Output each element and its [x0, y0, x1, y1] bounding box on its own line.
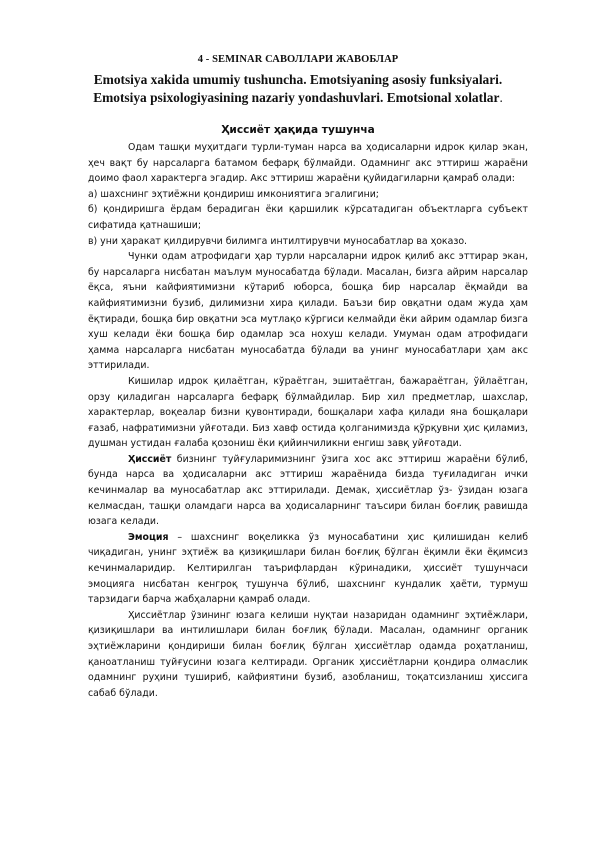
title-line-2: Emotsiya psixologiyasining nazariy yondashuvlari. Emotsional xolatlar.	[93, 90, 503, 105]
term-hissiyot: Ҳиссиёт	[128, 453, 172, 465]
paragraph-3: Кишилар идрок қилаётган, кўраётган, эшитаётган, бажараётган, ўйлаётган, орзу қиладиган нарсаларга бефарқ бўлмайдилар. Бир хил предметлар, шахслар, характерлар, воқеалар бизни қувонтиради, бошқалари хафа қилади яна бошқалари ғазаб, нафратимизни уйғотади. Биз хавф остида қолганимизда қўрқувни ҳис қиламиз, душман устидан ғалаба қозониш ёки қийинчиликни енгиш завқ уйғотади.	[88, 375, 528, 450]
paragraph-5-text: – шахснинг воқеликка ўз муносабатини ҳис қилишидан келиб чиқадиган, унинг эҳтиёж ва қизиқишлари билан боғлиқ бўлган ёқимли ёки ёқимсиз кечинмаларидир. Келтирилган таърифлардан кўринадики, ҳиссиёт тушунчаси эмоцияга нисбатан кенгроқ тушунча бўлиб, шахснинг кундалик ҳаёти, турмуш тарзидаги барча жабҳаларни қамраб олади.	[88, 531, 528, 606]
list-item-c: в) уни ҳаракат қилдирувчи билимга интилтирувчи муносабатлар ва ҳоказо.	[88, 235, 468, 247]
title-line-2-text: Emotsiya psixologiyasining nazariy yondashuvlari. Emotsional xolatlar	[93, 90, 500, 105]
term-emotsiya: Эмоция	[128, 531, 169, 543]
title-line-1: Emotsiya xakida umumiy tushuncha. Emotsiyaning asosiy funksiyalari.	[93, 72, 503, 87]
paragraph-1: Одам ташқи муҳитдаги турли-туман нарса ва ҳодисаларни идрок қилар экан, ҳеч вақт бу нарсаларга батамом бефарқ бўлмайди. Одамнинг акс эттириш жараёни доимо фаол характерга эгадир. Акс эттириш жараёни қуйидагиларни қамраб олади:	[88, 142, 528, 185]
body-text	[88, 140, 528, 701]
document-title	[70, 71, 526, 107]
paragraph-5	[88, 530, 528, 608]
section-heading: Ҳиссиёт ҳақида тушунча	[221, 124, 375, 136]
paragraph-4	[88, 452, 528, 530]
list-item-b: б) қондиришга ёрдам берадиган ёки қаршилик кўрсатадиган объектларга субъект сифатида қатнашиши;	[88, 204, 528, 231]
paragraph-6: Ҳиссиётлар ўзининг юзага келиши нуқтаи назаридан одамнинг эҳтиёжлари, қизиқишлари ва интилишлари билан боғлиқ бўлади. Масалан, одамнинг органик эҳтиёжларини қондириши билан боғлиқ бўлган ҳиссиётлар одамда роҳатланиш, қаноатланиш туйғусини юзага келтиради. Органик ҳиссиётларни қондира олмаслик одамнинг руҳини тушириб, кайфиятини бузиб, азобланиш, тоқатсизланиш ҳиссига сабаб бўлади.	[88, 609, 528, 699]
paragraph-2: Чунки одам атрофидаги ҳар турли нарсаларни идрок қилиб акс эттирар экан, бу нарсаларга нисбатан маълум муносабатда бўлади. Масалан, бизга айрим нарсалар ёқса, яъни кайфиятимизни кўтариб юборса, бошқа бир нарсалар ёқмайди ва кайфиятимизни бузиб, дилимизни хира қилади. Баъзи бир овқатни одам жуда ҳам ёқтиради, бошқа бир овқатни эса мутлақо кўргиси келмайди ёки айрим одамлар бизга хуш келади ёки бошқа бир одамлар эса нохуш келади. Умуман одам атрофидаги ҳамма нарсаларга нисбатан муносабатда бўлади ва унинг муносабатлари ҳам акс эттирилади.	[88, 251, 528, 372]
list-item-a: а) шахснинг эҳтиёжни қондириш имкониятига эгалигини;	[88, 188, 379, 200]
paragraph-4-text: бизнинг туйғуларимизнинг ўзига хос акс эттириш жараёни бўлиб, бунда нарса ва ҳодисаларни акс эттириш жараёнида бизда туғиладиган ички кечинмалар ва муносабатлар акс эттирилади. Демак, ҳиссиётлар ўз- ўзидан юзага келмасдан, ташқи оламдаги нарса ва ҳодисаларнинг таъсири билан боғлиқ равишда юзага келади.	[88, 453, 528, 528]
seminar-header: 4 - SEMINAR САВОЛЛАРИ ЖАВОБЛАР	[197, 54, 399, 65]
